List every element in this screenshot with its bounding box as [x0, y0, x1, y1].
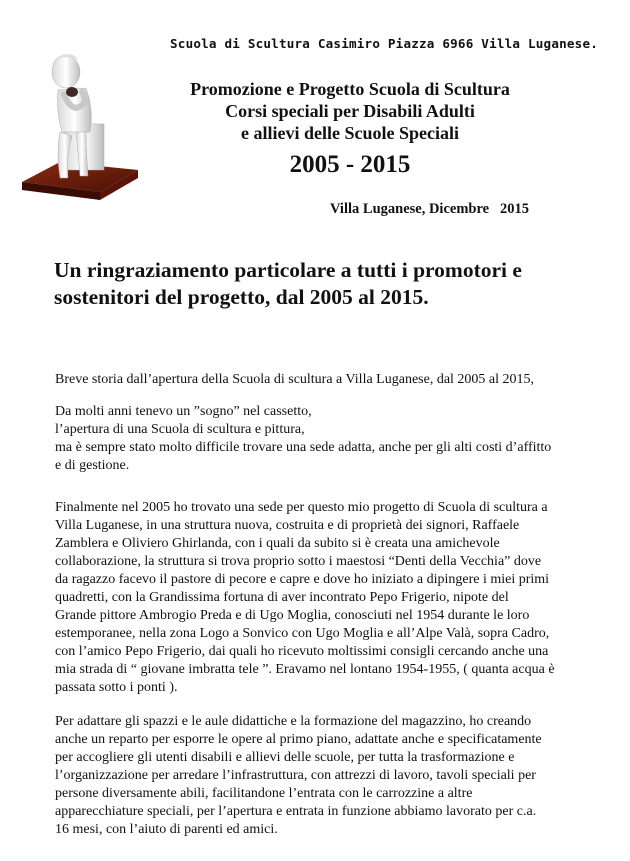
text-line: Grande pittore Ambrogio Preda e di Ugo Moglia, conosciuti nel 1954 durante le loro — [55, 608, 530, 623]
paragraph-intro — [55, 371, 605, 389]
text-line: anche un reparto per esporre le opere al primo piano, adattate anche e specificatamente — [55, 732, 542, 747]
text-line: mia strada di “ giovane imbratta tele ”. Eravamo nel lontano 1954-1955, ( quanta acqua è — [55, 662, 555, 677]
text-line: passata sotto i ponti ). — [55, 680, 178, 695]
text-line: Zamblera e Oliviero Ghirlanda, con i quali da subito si è creata una amichevole — [55, 536, 500, 551]
text-line: da ragazzo facevo il pastore di pecore e capre e dove ho iniziato a dipingere i miei primi — [55, 572, 550, 587]
text-line: quadretti, con la Grandissima fortuna di aver incontrato Pepo Frigerio, nipote del — [55, 590, 509, 605]
text-line: estemporanee, nella zona Logo a Sonvico con Ugo Moglia e all’Alpe Valà, sopra Cadro, — [55, 626, 550, 641]
text-line: persone diversamente abili, facilitandone l’entrata con le carrozzine a altre — [55, 786, 473, 801]
text-line: per accogliere gli utenti disabili e allievi delle scuole, per tutta la trasformazione e — [55, 750, 515, 765]
text-line: e di gestione. — [55, 458, 130, 473]
thanks-line: Un ringraziamento particolare a tutti i promotori e — [54, 258, 522, 282]
statue-illustration — [20, 32, 140, 202]
text-line: Per adattare gli spazzi e le aule didattiche e la formazione del magazzino, ho creando — [55, 714, 532, 729]
text-line: ma è sempre stato molto difficile trovare una sede adatta, anche per gli alti costi d’affitto — [55, 440, 552, 455]
thanks-line: sostenitori del progetto, dal 2005 al 2015. — [54, 285, 429, 309]
title-line: Promozione e Progetto Scuola di Scultura — [190, 79, 510, 99]
text-line: Da molti anni tenevo un ”sogno” nel cassetto, — [55, 404, 312, 419]
year-range: 2005 - 2015 — [289, 151, 411, 178]
paragraph-dream — [55, 403, 605, 475]
title-line: e allievi delle Scuole Speciali — [241, 123, 459, 143]
title-line: Corsi speciali per Disabili Adulti — [225, 101, 475, 121]
place-and-date: Villa Luganese, Dicembre 2015 — [330, 201, 529, 217]
paragraph-adapt — [55, 713, 605, 839]
text-line: Breve storia dall’apertura della Scuola di scultura a Villa Luganese, dal 2005 al 2015, — [55, 372, 535, 387]
text-line: Finalmente nel 2005 ho trovato una sede per questo mio progetto di Scuola di scultura a — [55, 500, 548, 515]
text-line: collaborazione, la struttura si trova proprio sotto i maestosi “Denti della Vecchia” dove — [55, 554, 542, 569]
text-line: con l’amico Pepo Frigerio, dai quali ho ricevuto moltissimi consigli cercando anche una — [55, 644, 549, 659]
paragraph-finally — [55, 499, 605, 697]
school-name-header: Scuola di Scultura Casimiro Piazza 6966 Villa Luganese. — [170, 36, 599, 51]
text-line: 16 mesi, con l’aiuto di parenti ed amici. — [55, 822, 278, 837]
thanks-heading — [54, 257, 614, 311]
text-line: Villa Luganese, in una struttura nuova, costruita e di proprietà dei signori, Raffaele — [55, 518, 520, 533]
text-line: apparecchiature speciali, per l’apertura e entrata in funzione abbiamo lavorato per c.a. — [55, 804, 537, 819]
text-line: l’apertura di una Scuola di scultura e pittura, — [55, 422, 305, 437]
text-line: l’organizzazione per arredare l’infrastruttura, con attrezzi di lavoro, tavoli speciali per — [55, 768, 536, 783]
project-title — [140, 78, 560, 144]
